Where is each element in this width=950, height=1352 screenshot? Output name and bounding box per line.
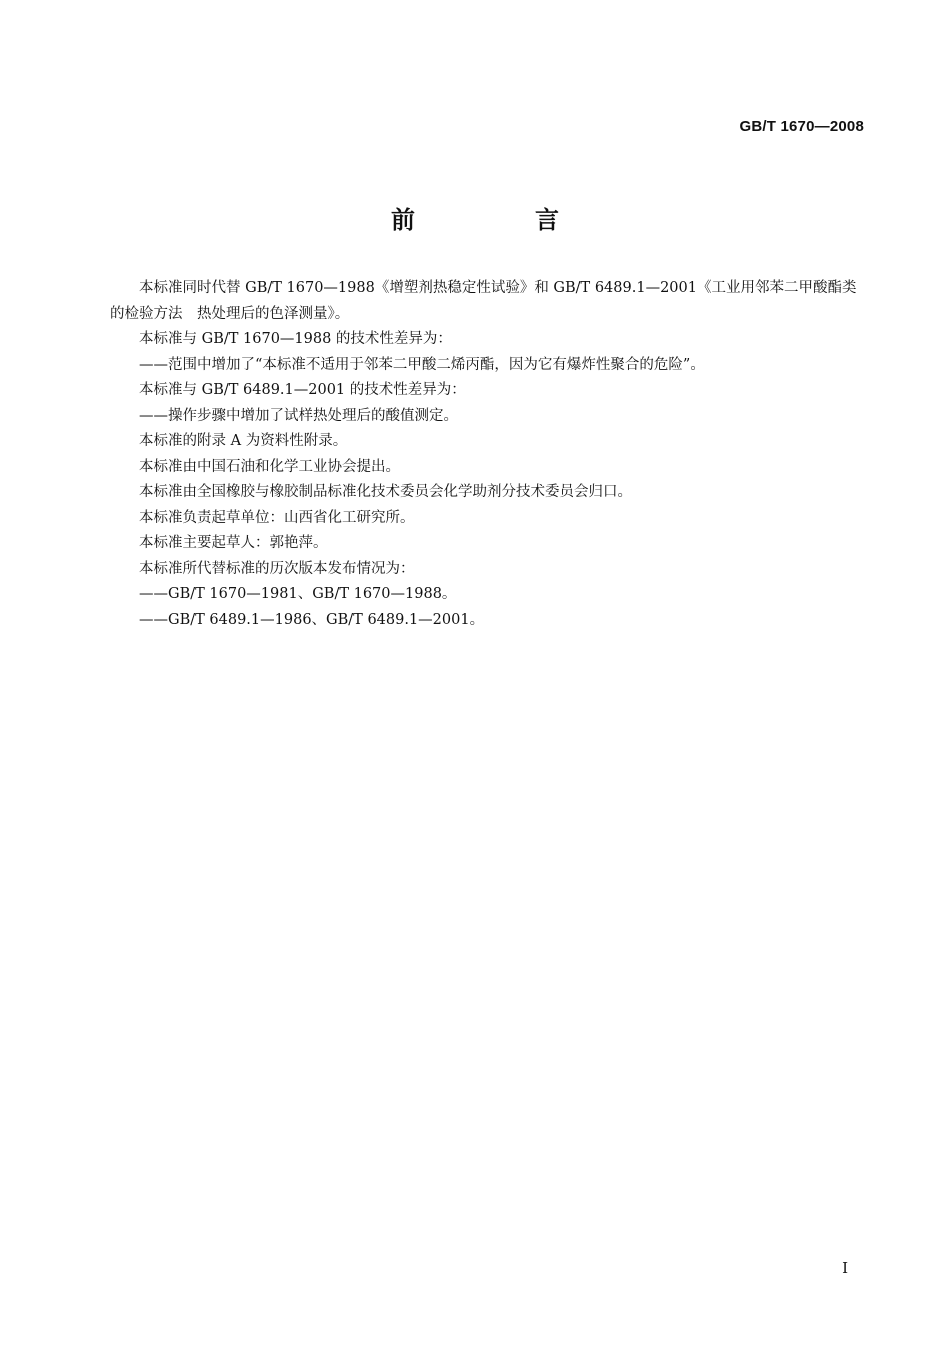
page-title: 前 言 bbox=[391, 206, 607, 234]
paragraph-history-6489: ——GB/T 6489.1—1986、GB/T 6489.1—2001。 bbox=[139, 611, 485, 628]
paragraph-proposer: 本标准由中国石油和化学工业协会提出。 bbox=[139, 458, 400, 475]
paragraph-diff-1670: 本标准与 GB/T 1670—1988 的技术性差异为： bbox=[139, 331, 452, 347]
page-number: I bbox=[842, 1259, 848, 1277]
paragraph-drafting-unit: 本标准负责起草单位：山西省化工研究所。 bbox=[139, 509, 415, 526]
paragraph-diff-1670-item: ——范围中增加了“本标准不适用于邻苯二甲酸二烯丙酯，因为它有爆炸性聚合的危险”。 bbox=[139, 356, 705, 373]
preface-body bbox=[110, 276, 865, 633]
paragraph-drafters: 本标准主要起草人：郭艳萍。 bbox=[139, 535, 328, 551]
paragraph-committee: 本标准由全国橡胶与橡胶制品标准化技术委员会化学助剂分技术委员会归口。 bbox=[139, 484, 632, 500]
paragraph-history-1670: ——GB/T 1670—1981、GB/T 1670—1988。 bbox=[139, 586, 457, 602]
paragraph-appendix: 本标准的附录 A 为资料性附录。 bbox=[139, 433, 348, 449]
paragraph-replacement: 本标准同时代替 GB/T 1670—1988《增塑剂热稳定性试验》和 GB/T 6489.1—2001《工业用邻苯二甲酸酯类的检验方法 热处理后的色泽测量》。 bbox=[110, 280, 857, 322]
standard-code: GB/T 1670—2008 bbox=[739, 118, 864, 135]
paragraph-history-intro: 本标准所代替标准的历次版本发布情况为： bbox=[139, 560, 415, 577]
paragraph-diff-6489: 本标准与 GB/T 6489.1—2001 的技术性差异为： bbox=[139, 382, 466, 398]
paragraph-diff-6489-item: ——操作步骤中增加了试样热处理后的酸值测定。 bbox=[139, 407, 458, 424]
